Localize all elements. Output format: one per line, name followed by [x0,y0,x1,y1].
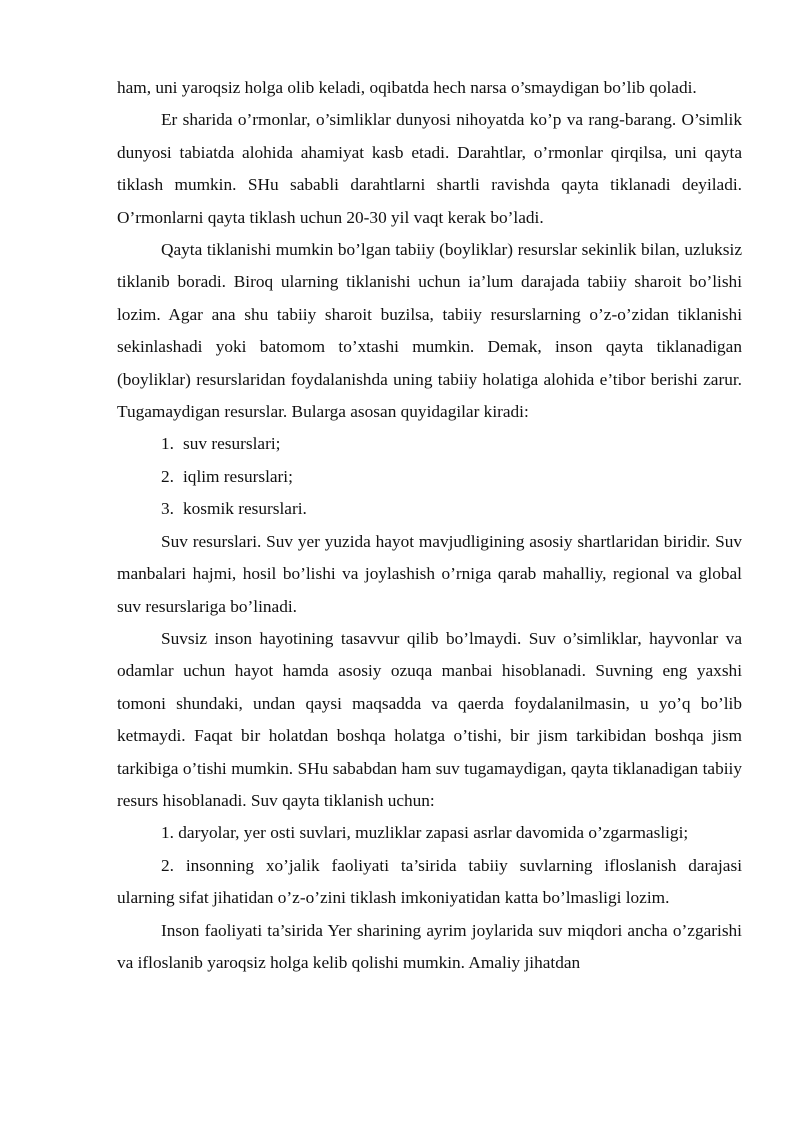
list-item-text: suv resurslari; [183,434,281,454]
paragraph: ham, uni yaroqsiz holga olib keladi, oqibatda hech narsa o’smaydigan bo’lib qoladi. [117,78,697,97]
paragraph: Suvsiz inson hayotining tasavvur qilib bo’lmaydi. Suv o’simliklar, hayvonlar va odamlar uchun hayot hamda asosiy ozuqa manbai hisoblanadi. Suvning eng yaxshi tomoni shundaki, undan qaysi maqsadda va qaerda foydalanilmasin, u yo’q bo’lib ketmaydi. Faqat bir holatdan boshqa holatga o’tishi, bir jism tarkibidan boshqa jism tarkibiga o’tishi mumkin. SHu sababdan ham suv tugamaydigan, qayta tiklanadigan tabiiy resurs hisoblanadi. Suv qayta tiklanish uchun: [117,628,742,810]
paragraph: 2. insonning xo’jalik faoliyati ta’sirida tabiiy suvlarning ifloslanish darajasi ularning sifat jihatidan o’z-o’zini tiklash imkoniyatidan katta bo’lmasligi lozim. [117,855,742,908]
list-item-text: iqlim resurslari; [183,466,293,486]
paragraph: Er sharida o’rmonlar, o’simliklar dunyosi nihoyatda ko’p va rang-barang. O’simlik dunyosi tabiatda alohida ahamiyat kasb etadi. Darahtlar, o’rmonlar qirqilsa, uni qayta tiklash mumkin. SHu sababli darahtlarni shartli ravishda qayta tiklanadi deyiladi. O’rmonlarni qayta tiklash uchun 20-30 yil vaqt kerak bo’ladi. [117,110,742,227]
document-body [117,72,742,979]
list-number: 2. [161,466,174,486]
paragraph: Inson faoliyati ta’sirida Yer sharining ayrim joylarida suv miqdori ancha o’zgarishi va ifloslanib yaroqsiz holga kelib qolishi mumkin. Amaliy jihatdan [117,920,742,972]
paragraph: 1. daryolar, yer osti suvlari, muzliklar zapasi asrlar davomida o’zgarmasligi; [161,823,689,843]
list-number: 3. [161,499,174,519]
list-item [117,461,742,493]
list-number: 1. [161,434,174,454]
list-item-text: kosmik resurslari. [183,499,307,519]
paragraph: Suv resurslari. Suv yer yuzida hayot mavjudligining asosiy shartlaridan biridir. Suv manbalari hajmi, hosil bo’lishi va joylashish o’rniga qarab mahalliy, regional va global suv resurslariga bo’linadi. [117,531,742,616]
list-item [117,428,742,460]
paragraph: Qayta tiklanishi mumkin bo’lgan tabiiy (boyliklar) resurslar sekinlik bilan, uzluksiz tiklanib boradi. Biroq ularning tiklanishi uchun ia’lum darajada tabiiy sharoit bo’lishi lozim. Agar ana shu tabiiy sharoit buzilsa, tabiiy resurslarning o’z-o’zidan tiklanishi sekinlashadi yoki batomom to’xtashi mumkin. Demak, inson qayta tiklanadigan (boyliklar) resurslaridan foydalanishda uning tabiiy holatiga alohida e’tibor berishi zarur. Tugamaydigan resurslar. Bularga asosan quyidagilar kiradi: [117,240,742,422]
list-item [117,493,742,525]
